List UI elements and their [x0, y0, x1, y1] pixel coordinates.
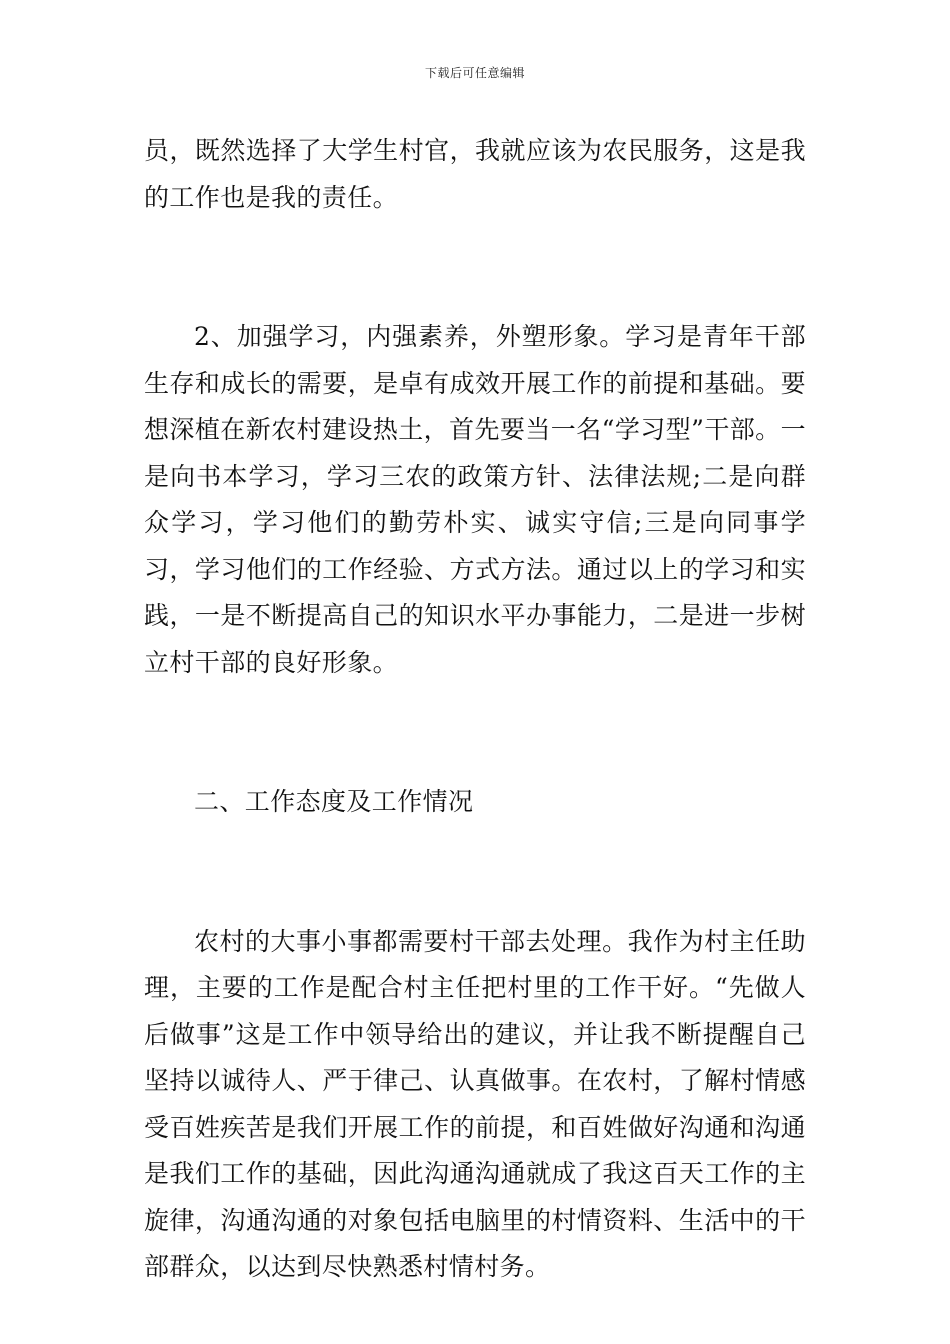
- paragraph-continuation: 员，既然选择了大学生村官，我就应该为农民服务，这是我的工作也是我的责任。: [144, 136, 806, 212]
- paragraph-spacer: [144, 686, 806, 779]
- paragraph-work-attitude: 农村的大事小事都需要村干部去处理。我作为村主任助理，主要的工作是配合村主任把村里的工作干好。“先做人后做事”这是工作中领导给出的建议，并让我不断提醒自己坚持以诚待人、严于律己、认真做事。在农村，了解村情感受百姓疾苦是我们开展工作的前提，和百姓做好沟通和沟通是我们工作的基础，因此沟通沟通就成了我这百天工作的主旋律，沟通沟通的对象包括电脑里的村情资料、生活中的干部群众，以达到尽快熟悉村情村务。: [144, 926, 806, 1281]
- document-body: [144, 128, 806, 1291]
- paragraph-spacer: [144, 221, 806, 314]
- paragraph-spacer: [144, 826, 806, 919]
- section-heading: 二、工作态度及工作情况: [194, 787, 474, 816]
- page-header: 下载后可任意编辑: [424, 66, 525, 80]
- paragraph-study: 2、加强学习，内强素养，外塑形象。学习是青年干部生存和成长的需要，是卓有成效开展工作的前提和基础。要想深植在新农村建设热土，首先要当一名“学习型”干部。一是向书本学习，学习三农的政策方针、法律法规;二是向群众学习，学习他们的勤劳朴实、诚实守信;三是向同事学习，学习他们的工作经验、方式方法。通过以上的学习和实践，一是不断提高自己的知识水平办事能力，二是进一步树立村干部的良好形象。: [144, 322, 806, 677]
